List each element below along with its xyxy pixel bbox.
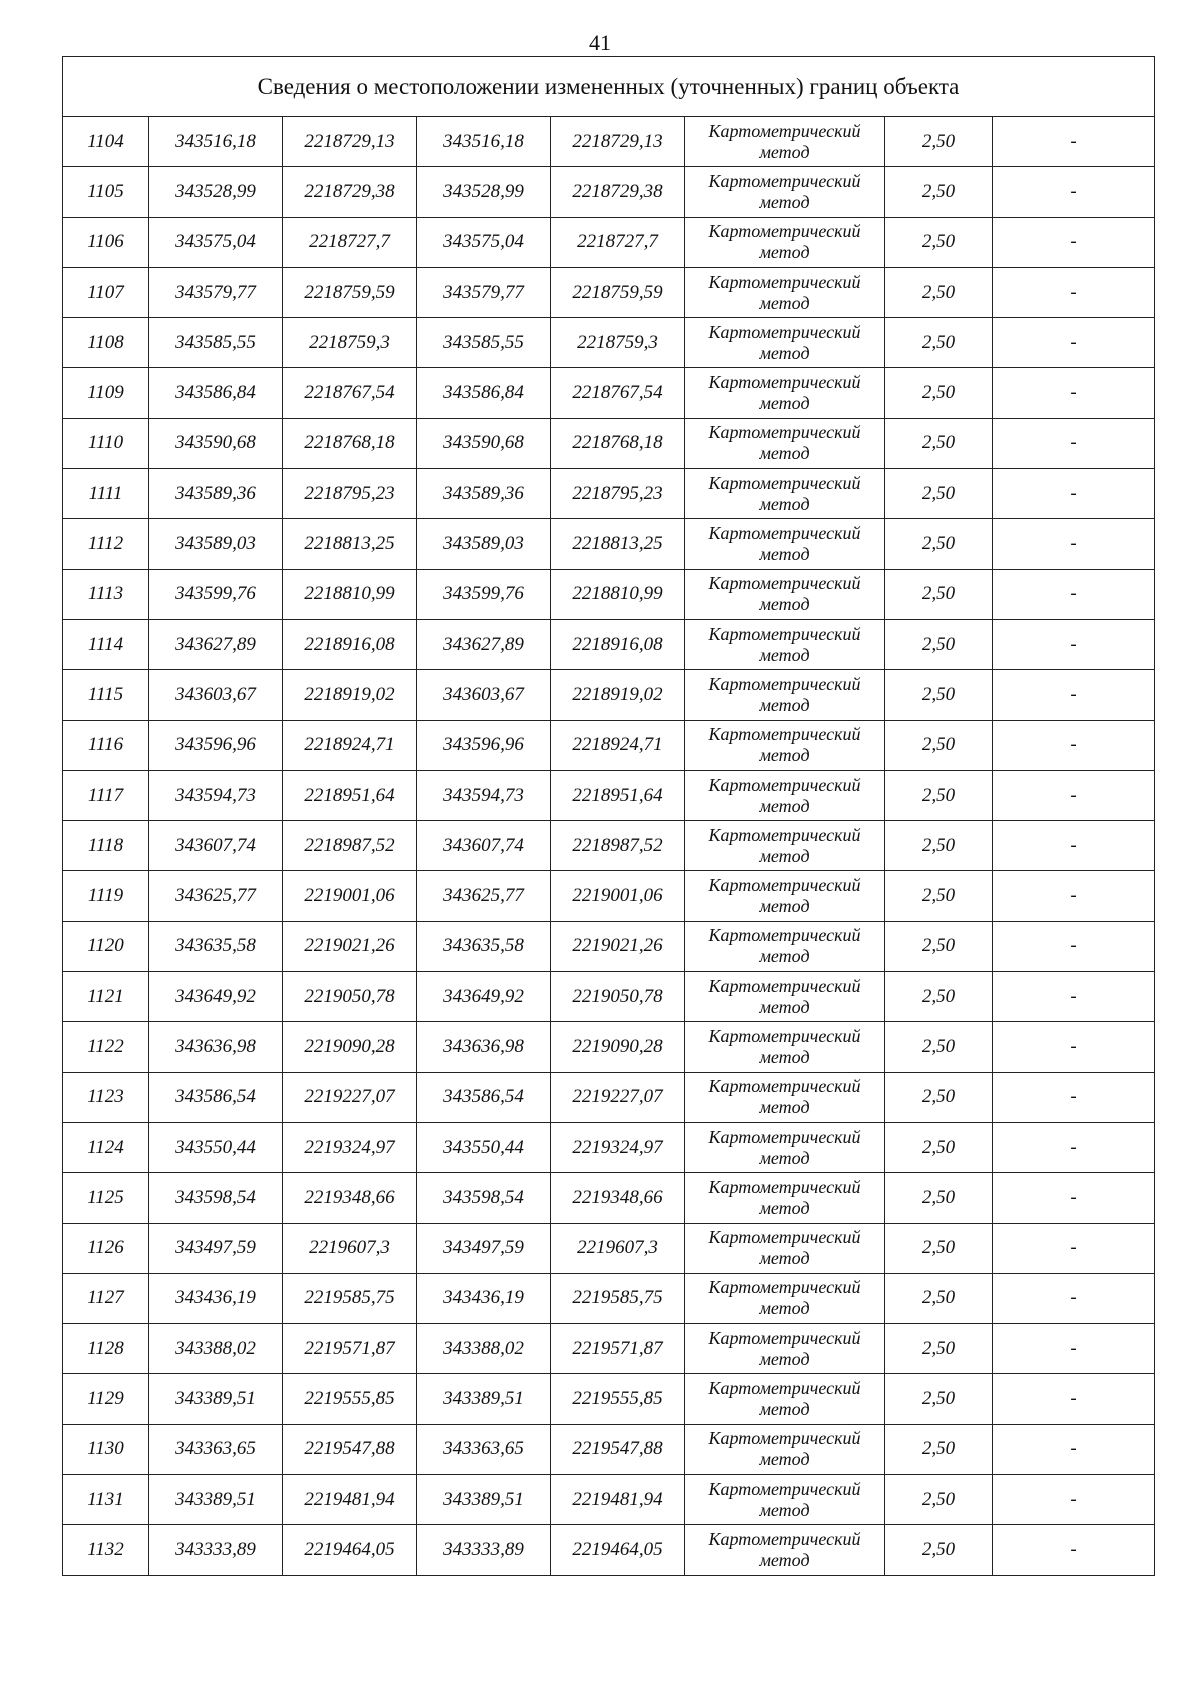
y-existing-cell: 2219001,06 xyxy=(283,871,417,921)
x-existing-cell: 343625,77 xyxy=(149,871,283,921)
y-new-cell: 2219547,88 xyxy=(551,1424,685,1474)
y-new-cell: 2218759,3 xyxy=(551,318,685,368)
x-new-cell: 343497,59 xyxy=(417,1223,551,1273)
y-existing-cell: 2218759,3 xyxy=(283,318,417,368)
table-caption: Сведения о местоположении измененных (уточненных) границ объекта xyxy=(63,57,1155,117)
point-number-cell: 1116 xyxy=(63,720,149,770)
x-existing-cell: 343590,68 xyxy=(149,418,283,468)
x-new-cell: 343594,73 xyxy=(417,770,551,820)
x-existing-cell: 343389,51 xyxy=(149,1475,283,1525)
y-existing-cell: 2218795,23 xyxy=(283,469,417,519)
table-row xyxy=(63,1374,1155,1424)
y-existing-cell: 2219571,87 xyxy=(283,1324,417,1374)
description-cell: - xyxy=(993,217,1155,267)
table-row xyxy=(63,117,1155,167)
x-existing-cell: 343603,67 xyxy=(149,670,283,720)
x-existing-cell: 343388,02 xyxy=(149,1324,283,1374)
table-row xyxy=(63,1475,1155,1525)
x-existing-cell: 343528,99 xyxy=(149,167,283,217)
x-existing-cell: 343497,59 xyxy=(149,1223,283,1273)
accuracy-cell: 2,50 xyxy=(885,117,993,167)
accuracy-cell: 2,50 xyxy=(885,1072,993,1122)
boundary-table-container xyxy=(62,56,1154,1576)
method-cell: Картометрический метод xyxy=(685,921,885,971)
point-number-cell: 1105 xyxy=(63,167,149,217)
table-row xyxy=(63,217,1155,267)
method-cell: Картометрический метод xyxy=(685,1374,885,1424)
accuracy-cell: 2,50 xyxy=(885,267,993,317)
x-new-cell: 343625,77 xyxy=(417,871,551,921)
accuracy-cell: 2,50 xyxy=(885,217,993,267)
y-new-cell: 2218768,18 xyxy=(551,418,685,468)
description-cell: - xyxy=(993,972,1155,1022)
table-row xyxy=(63,418,1155,468)
point-number-cell: 1113 xyxy=(63,569,149,619)
y-new-cell: 2218919,02 xyxy=(551,670,685,720)
x-existing-cell: 343607,74 xyxy=(149,821,283,871)
method-cell: Картометрический метод xyxy=(685,1475,885,1525)
y-existing-cell: 2218768,18 xyxy=(283,418,417,468)
accuracy-cell: 2,50 xyxy=(885,569,993,619)
x-existing-cell: 343598,54 xyxy=(149,1173,283,1223)
x-existing-cell: 343363,65 xyxy=(149,1424,283,1474)
y-existing-cell: 2218813,25 xyxy=(283,519,417,569)
method-cell: Картометрический метод xyxy=(685,1022,885,1072)
y-new-cell: 2219571,87 xyxy=(551,1324,685,1374)
y-new-cell: 2219555,85 xyxy=(551,1374,685,1424)
x-existing-cell: 343594,73 xyxy=(149,770,283,820)
x-new-cell: 343603,67 xyxy=(417,670,551,720)
method-cell: Картометрический метод xyxy=(685,821,885,871)
accuracy-cell: 2,50 xyxy=(885,1122,993,1172)
point-number-cell: 1123 xyxy=(63,1072,149,1122)
y-new-cell: 2218729,38 xyxy=(551,167,685,217)
method-cell: Картометрический метод xyxy=(685,871,885,921)
x-existing-cell: 343550,44 xyxy=(149,1122,283,1172)
y-new-cell: 2218810,99 xyxy=(551,569,685,619)
y-new-cell: 2219324,97 xyxy=(551,1122,685,1172)
y-new-cell: 2218951,64 xyxy=(551,770,685,820)
y-existing-cell: 2219607,3 xyxy=(283,1223,417,1273)
y-new-cell: 2218924,71 xyxy=(551,720,685,770)
accuracy-cell: 2,50 xyxy=(885,1223,993,1273)
y-existing-cell: 2219227,07 xyxy=(283,1072,417,1122)
method-cell: Картометрический метод xyxy=(685,670,885,720)
y-existing-cell: 2218810,99 xyxy=(283,569,417,619)
table-row xyxy=(63,267,1155,317)
y-new-cell: 2218987,52 xyxy=(551,821,685,871)
method-cell: Картометрический метод xyxy=(685,1072,885,1122)
description-cell: - xyxy=(993,619,1155,669)
method-cell: Картометрический метод xyxy=(685,519,885,569)
table-row xyxy=(63,670,1155,720)
accuracy-cell: 2,50 xyxy=(885,871,993,921)
x-new-cell: 343649,92 xyxy=(417,972,551,1022)
point-number-cell: 1118 xyxy=(63,821,149,871)
y-existing-cell: 2218767,54 xyxy=(283,368,417,418)
x-existing-cell: 343585,55 xyxy=(149,318,283,368)
accuracy-cell: 2,50 xyxy=(885,1173,993,1223)
x-new-cell: 343635,58 xyxy=(417,921,551,971)
method-cell: Картометрический метод xyxy=(685,720,885,770)
y-new-cell: 2219021,26 xyxy=(551,921,685,971)
table-row xyxy=(63,1223,1155,1273)
y-existing-cell: 2218727,7 xyxy=(283,217,417,267)
y-new-cell: 2219607,3 xyxy=(551,1223,685,1273)
table-row xyxy=(63,921,1155,971)
x-new-cell: 343389,51 xyxy=(417,1475,551,1525)
x-new-cell: 343627,89 xyxy=(417,619,551,669)
point-number-cell: 1130 xyxy=(63,1424,149,1474)
accuracy-cell: 2,50 xyxy=(885,318,993,368)
point-number-cell: 1122 xyxy=(63,1022,149,1072)
y-existing-cell: 2218729,13 xyxy=(283,117,417,167)
method-cell: Картометрический метод xyxy=(685,1324,885,1374)
x-existing-cell: 343589,36 xyxy=(149,469,283,519)
description-cell: - xyxy=(993,821,1155,871)
description-cell: - xyxy=(993,1022,1155,1072)
table-row xyxy=(63,1072,1155,1122)
description-cell: - xyxy=(993,1424,1155,1474)
method-cell: Картометрический метод xyxy=(685,1273,885,1323)
y-new-cell: 2218916,08 xyxy=(551,619,685,669)
y-new-cell: 2218759,59 xyxy=(551,267,685,317)
y-existing-cell: 2219090,28 xyxy=(283,1022,417,1072)
table-row xyxy=(63,821,1155,871)
method-cell: Картометрический метод xyxy=(685,1424,885,1474)
y-new-cell: 2218795,23 xyxy=(551,469,685,519)
x-existing-cell: 343627,89 xyxy=(149,619,283,669)
x-existing-cell: 343579,77 xyxy=(149,267,283,317)
accuracy-cell: 2,50 xyxy=(885,1374,993,1424)
method-cell: Картометрический метод xyxy=(685,368,885,418)
page-number: 41 xyxy=(589,30,611,55)
x-new-cell: 343436,19 xyxy=(417,1273,551,1323)
method-cell: Картометрический метод xyxy=(685,1122,885,1172)
description-cell: - xyxy=(993,921,1155,971)
point-number-cell: 1131 xyxy=(63,1475,149,1525)
description-cell: - xyxy=(993,1273,1155,1323)
description-cell: - xyxy=(993,318,1155,368)
point-number-cell: 1108 xyxy=(63,318,149,368)
description-cell: - xyxy=(993,368,1155,418)
y-existing-cell: 2218987,52 xyxy=(283,821,417,871)
description-cell: - xyxy=(993,167,1155,217)
accuracy-cell: 2,50 xyxy=(885,821,993,871)
description-cell: - xyxy=(993,1525,1155,1575)
x-new-cell: 343550,44 xyxy=(417,1122,551,1172)
point-number-cell: 1119 xyxy=(63,871,149,921)
description-cell: - xyxy=(993,267,1155,317)
x-new-cell: 343528,99 xyxy=(417,167,551,217)
accuracy-cell: 2,50 xyxy=(885,1525,993,1575)
description-cell: - xyxy=(993,770,1155,820)
y-new-cell: 2218729,13 xyxy=(551,117,685,167)
point-number-cell: 1115 xyxy=(63,670,149,720)
x-existing-cell: 343599,76 xyxy=(149,569,283,619)
point-number-cell: 1104 xyxy=(63,117,149,167)
description-cell: - xyxy=(993,1374,1155,1424)
x-new-cell: 343516,18 xyxy=(417,117,551,167)
x-new-cell: 343607,74 xyxy=(417,821,551,871)
table-body xyxy=(63,57,1155,1576)
x-new-cell: 343598,54 xyxy=(417,1173,551,1223)
point-number-cell: 1121 xyxy=(63,972,149,1022)
y-existing-cell: 2219464,05 xyxy=(283,1525,417,1575)
y-new-cell: 2219348,66 xyxy=(551,1173,685,1223)
x-existing-cell: 343575,04 xyxy=(149,217,283,267)
table-row xyxy=(63,519,1155,569)
x-existing-cell: 343586,84 xyxy=(149,368,283,418)
table-row xyxy=(63,619,1155,669)
method-cell: Картометрический метод xyxy=(685,619,885,669)
description-cell: - xyxy=(993,569,1155,619)
description-cell: - xyxy=(993,1475,1155,1525)
x-existing-cell: 343649,92 xyxy=(149,972,283,1022)
x-new-cell: 343586,54 xyxy=(417,1072,551,1122)
x-new-cell: 343388,02 xyxy=(417,1324,551,1374)
accuracy-cell: 2,50 xyxy=(885,972,993,1022)
table-row xyxy=(63,569,1155,619)
table-row xyxy=(63,368,1155,418)
y-existing-cell: 2219481,94 xyxy=(283,1475,417,1525)
accuracy-cell: 2,50 xyxy=(885,368,993,418)
x-new-cell: 343636,98 xyxy=(417,1022,551,1072)
boundary-coordinates-table xyxy=(62,56,1155,1576)
accuracy-cell: 2,50 xyxy=(885,1022,993,1072)
point-number-cell: 1110 xyxy=(63,418,149,468)
x-new-cell: 343589,03 xyxy=(417,519,551,569)
description-cell: - xyxy=(993,117,1155,167)
table-row xyxy=(63,1424,1155,1474)
point-number-cell: 1127 xyxy=(63,1273,149,1323)
y-existing-cell: 2218951,64 xyxy=(283,770,417,820)
y-new-cell: 2219090,28 xyxy=(551,1022,685,1072)
method-cell: Картометрический метод xyxy=(685,267,885,317)
method-cell: Картометрический метод xyxy=(685,972,885,1022)
y-existing-cell: 2219021,26 xyxy=(283,921,417,971)
y-existing-cell: 2219585,75 xyxy=(283,1273,417,1323)
description-cell: - xyxy=(993,670,1155,720)
method-cell: Картометрический метод xyxy=(685,167,885,217)
accuracy-cell: 2,50 xyxy=(885,519,993,569)
x-existing-cell: 343436,19 xyxy=(149,1273,283,1323)
point-number-cell: 1114 xyxy=(63,619,149,669)
point-number-cell: 1107 xyxy=(63,267,149,317)
y-new-cell: 2219001,06 xyxy=(551,871,685,921)
accuracy-cell: 2,50 xyxy=(885,1324,993,1374)
y-new-cell: 2219585,75 xyxy=(551,1273,685,1323)
description-cell: - xyxy=(993,871,1155,921)
y-existing-cell: 2219547,88 xyxy=(283,1424,417,1474)
accuracy-cell: 2,50 xyxy=(885,670,993,720)
method-cell: Картометрический метод xyxy=(685,569,885,619)
x-new-cell: 343363,65 xyxy=(417,1424,551,1474)
x-existing-cell: 343516,18 xyxy=(149,117,283,167)
x-existing-cell: 343589,03 xyxy=(149,519,283,569)
point-number-cell: 1125 xyxy=(63,1173,149,1223)
table-row xyxy=(63,972,1155,1022)
accuracy-cell: 2,50 xyxy=(885,921,993,971)
y-new-cell: 2219227,07 xyxy=(551,1072,685,1122)
x-new-cell: 343599,76 xyxy=(417,569,551,619)
y-existing-cell: 2218916,08 xyxy=(283,619,417,669)
point-number-cell: 1120 xyxy=(63,921,149,971)
x-new-cell: 343589,36 xyxy=(417,469,551,519)
method-cell: Картометрический метод xyxy=(685,1173,885,1223)
method-cell: Картометрический метод xyxy=(685,469,885,519)
accuracy-cell: 2,50 xyxy=(885,1273,993,1323)
accuracy-cell: 2,50 xyxy=(885,418,993,468)
y-existing-cell: 2219555,85 xyxy=(283,1374,417,1424)
y-new-cell: 2218767,54 xyxy=(551,368,685,418)
y-existing-cell: 2218729,38 xyxy=(283,167,417,217)
accuracy-cell: 2,50 xyxy=(885,720,993,770)
y-new-cell: 2218813,25 xyxy=(551,519,685,569)
y-new-cell: 2218727,7 xyxy=(551,217,685,267)
point-number-cell: 1117 xyxy=(63,770,149,820)
x-existing-cell: 343389,51 xyxy=(149,1374,283,1424)
table-row xyxy=(63,1525,1155,1575)
method-cell: Картометрический метод xyxy=(685,770,885,820)
method-cell: Картометрический метод xyxy=(685,418,885,468)
accuracy-cell: 2,50 xyxy=(885,167,993,217)
y-new-cell: 2219481,94 xyxy=(551,1475,685,1525)
description-cell: - xyxy=(993,469,1155,519)
x-new-cell: 343596,96 xyxy=(417,720,551,770)
method-cell: Картометрический метод xyxy=(685,1525,885,1575)
x-existing-cell: 343586,54 xyxy=(149,1072,283,1122)
table-row xyxy=(63,469,1155,519)
y-new-cell: 2219050,78 xyxy=(551,972,685,1022)
x-new-cell: 343575,04 xyxy=(417,217,551,267)
table-row xyxy=(63,770,1155,820)
table-row xyxy=(63,1022,1155,1072)
point-number-cell: 1112 xyxy=(63,519,149,569)
x-new-cell: 343389,51 xyxy=(417,1374,551,1424)
table-row xyxy=(63,167,1155,217)
x-existing-cell: 343636,98 xyxy=(149,1022,283,1072)
point-number-cell: 1132 xyxy=(63,1525,149,1575)
y-existing-cell: 2218919,02 xyxy=(283,670,417,720)
accuracy-cell: 2,50 xyxy=(885,619,993,669)
point-number-cell: 1124 xyxy=(63,1122,149,1172)
table-row xyxy=(63,1173,1155,1223)
accuracy-cell: 2,50 xyxy=(885,770,993,820)
description-cell: - xyxy=(993,1173,1155,1223)
table-row xyxy=(63,1273,1155,1323)
table-row xyxy=(63,871,1155,921)
y-existing-cell: 2218759,59 xyxy=(283,267,417,317)
y-existing-cell: 2218924,71 xyxy=(283,720,417,770)
x-new-cell: 343579,77 xyxy=(417,267,551,317)
description-cell: - xyxy=(993,1122,1155,1172)
table-row xyxy=(63,720,1155,770)
method-cell: Картометрический метод xyxy=(685,1223,885,1273)
x-existing-cell: 343333,89 xyxy=(149,1525,283,1575)
description-cell: - xyxy=(993,418,1155,468)
x-new-cell: 343585,55 xyxy=(417,318,551,368)
point-number-cell: 1128 xyxy=(63,1324,149,1374)
point-number-cell: 1126 xyxy=(63,1223,149,1273)
x-new-cell: 343590,68 xyxy=(417,418,551,468)
accuracy-cell: 2,50 xyxy=(885,1475,993,1525)
description-cell: - xyxy=(993,1223,1155,1273)
point-number-cell: 1106 xyxy=(63,217,149,267)
method-cell: Картометрический метод xyxy=(685,217,885,267)
table-row xyxy=(63,1324,1155,1374)
accuracy-cell: 2,50 xyxy=(885,469,993,519)
table-row xyxy=(63,1122,1155,1172)
y-existing-cell: 2219050,78 xyxy=(283,972,417,1022)
x-new-cell: 343333,89 xyxy=(417,1525,551,1575)
point-number-cell: 1109 xyxy=(63,368,149,418)
method-cell: Картометрический метод xyxy=(685,117,885,167)
point-number-cell: 1111 xyxy=(63,469,149,519)
description-cell: - xyxy=(993,1072,1155,1122)
y-existing-cell: 2219324,97 xyxy=(283,1122,417,1172)
method-cell: Картометрический метод xyxy=(685,318,885,368)
accuracy-cell: 2,50 xyxy=(885,1424,993,1474)
description-cell: - xyxy=(993,519,1155,569)
table-caption-row xyxy=(63,57,1155,117)
x-existing-cell: 343635,58 xyxy=(149,921,283,971)
table-row xyxy=(63,318,1155,368)
description-cell: - xyxy=(993,1324,1155,1374)
description-cell: - xyxy=(993,720,1155,770)
y-new-cell: 2219464,05 xyxy=(551,1525,685,1575)
x-new-cell: 343586,84 xyxy=(417,368,551,418)
x-existing-cell: 343596,96 xyxy=(149,720,283,770)
point-number-cell: 1129 xyxy=(63,1374,149,1424)
y-existing-cell: 2219348,66 xyxy=(283,1173,417,1223)
